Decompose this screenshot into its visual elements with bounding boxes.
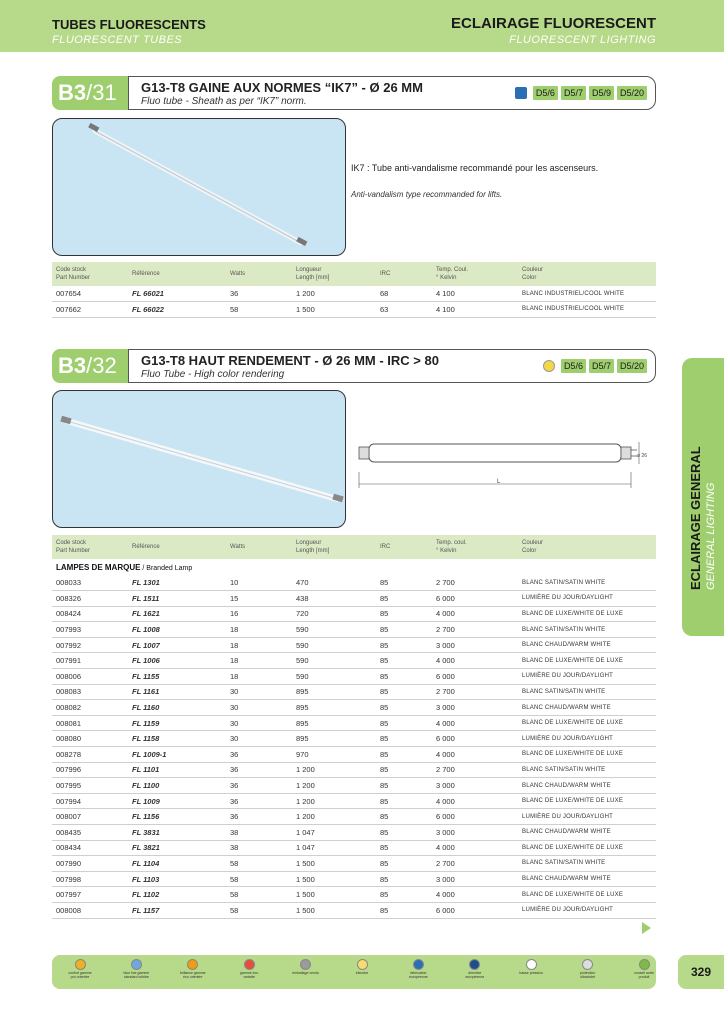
table-cell: 85 [376,825,432,841]
table-cell: 007992 [52,637,128,653]
table-cell: BLANC CHAUD/WARM WHITE [518,637,656,653]
table-cell: BLANC DE LUXE/WHITE DE LUXE [518,653,656,669]
table-cell: FL 1511 [128,591,226,607]
blue-square-icon [515,87,527,99]
table-cell: 590 [292,653,376,669]
table-cell: LUMIÈRE DU JOUR/DAYLIGHT [518,731,656,747]
table-cell: 58 [226,856,292,872]
table-cell: 15 [226,591,292,607]
table-cell: FL 1301 [128,575,226,591]
column-header: IRC [376,262,432,286]
legend-item [292,959,320,975]
size-badge: D5/6 [561,359,586,373]
table-row [52,871,656,887]
table-cell: 2 700 [432,762,518,778]
table-cell: BLANC DE LUXE/WHITE DE LUXE [518,793,656,809]
table-cell: 18 [226,653,292,669]
legend-label: étanche [355,971,369,975]
header-left-title: TUBES FLUORESCENTS [52,17,206,32]
table-cell: 008424 [52,606,128,622]
legend-icon [639,959,650,970]
table-cell: 38 [226,840,292,856]
table-cell: FL 1007 [128,637,226,653]
size-badge: D5/7 [589,359,614,373]
table-cell: BLANC SATIN/SATIN WHITE [518,575,656,591]
table-cell: 85 [376,575,432,591]
table-cell: 1 200 [292,286,376,302]
column-header: Code stock Part Number [52,535,128,559]
table-cell: FL 1621 [128,606,226,622]
table-cell: BLANC DE LUXE/WHITE DE LUXE [518,887,656,903]
table-cell: 1 500 [292,856,376,872]
legend-icon [469,959,480,970]
table-cell: 895 [292,700,376,716]
table-cell: 1 500 [292,302,376,318]
legend-icon [131,959,142,970]
table-row [52,902,656,918]
table-cell: BLANC INDUSTRIEL/COOL WHITE [518,302,656,318]
table-row [52,793,656,809]
table-cell: 2 700 [432,684,518,700]
table-cell: 18 [226,669,292,685]
column-header: Longueur Length [mm] [292,262,376,286]
page-number: 329 [678,955,724,989]
table-cell: 007990 [52,856,128,872]
table-cell: 2 700 [432,575,518,591]
table-cell: FL 1008 [128,622,226,638]
table-cell: 008033 [52,575,128,591]
table-cell: 895 [292,715,376,731]
table-cell: 10 [226,575,292,591]
dimension-diameter-label: ø 26 [637,453,648,459]
legend-item [235,959,263,979]
table-cell: FL 1161 [128,684,226,700]
legend-item [404,959,432,979]
section2-title: G13-T8 HAUT RENDEMENT - Ø 26 MM - IRC > 80 [141,353,439,368]
table-cell: BLANC SATIN/SATIN WHITE [518,762,656,778]
legend-label: brillance gamme éco orientée [179,971,206,979]
column-header: Temp. Coul. ° Kelvin [432,262,518,286]
table-cell: BLANC CHAUD/WARM WHITE [518,871,656,887]
table-cell: FL 1102 [128,887,226,903]
table-cell: 007994 [52,793,128,809]
size-badge: D5/20 [617,86,647,100]
table-cell: 1 500 [292,871,376,887]
section1-title: G13-T8 GAINE AUX NORMES “IK7” - Ø 26 MM [141,80,423,95]
section1-title-box [128,76,656,110]
legend-item [122,959,150,979]
table-cell: 2 700 [432,856,518,872]
table-cell: 007997 [52,887,128,903]
table-cell: LUMIÈRE DU JOUR/DAYLIGHT [518,809,656,825]
table-cell: BLANC DE LUXE/WHITE DE LUXE [518,606,656,622]
table-row [52,840,656,856]
table-cell: 6 000 [432,669,518,685]
table-row [52,715,656,731]
section1-sizes [515,86,647,100]
column-header: Référence [128,262,226,286]
table-cell: FL 1155 [128,669,226,685]
table-row [52,731,656,747]
legend-icon [300,959,311,970]
table-cell: 6 000 [432,591,518,607]
table-cell: 6 000 [432,731,518,747]
table-cell: 85 [376,715,432,731]
table-cell: 1 200 [292,762,376,778]
table-cell: 008434 [52,840,128,856]
table-cell: 4 000 [432,887,518,903]
table-cell: FL 1100 [128,778,226,794]
table-row [52,302,656,318]
table-cell: 3 000 [432,637,518,653]
table-row [52,700,656,716]
section1-spec-table [52,262,656,318]
table-cell: FL 1159 [128,715,226,731]
column-header: Référence [128,535,226,559]
table-cell: 36 [226,809,292,825]
legend-icon [413,959,424,970]
table-header-row [52,262,656,286]
table-cell: 30 [226,700,292,716]
table-cell: 85 [376,840,432,856]
group-row [52,559,656,575]
table-cell: 85 [376,809,432,825]
table-row [52,669,656,685]
section2-title-box [128,349,656,383]
table-cell: 30 [226,684,292,700]
table-cell: 007996 [52,762,128,778]
table-row [52,684,656,700]
table-cell: 970 [292,747,376,763]
table-cell: 008082 [52,700,128,716]
legend-label: emballage vendu [292,971,319,975]
table-cell: 1 200 [292,809,376,825]
legend-icon [187,959,198,970]
column-header: Longueur Length [mm] [292,535,376,559]
table-cell: 895 [292,684,376,700]
legend-label: confort gamme pro orientée [68,971,92,979]
legend-label: directive européenne [465,971,485,979]
section1-code: B3/31 [52,76,128,110]
table-cell: 3 000 [432,871,518,887]
table-cell: 1 500 [292,902,376,918]
side-tab-title: ECLAIRAGE GENERAL [688,446,703,590]
legend-item [517,959,545,975]
table-cell: 6 000 [432,809,518,825]
table-cell: 30 [226,715,292,731]
table-cell: 008326 [52,591,128,607]
table-cell: 007998 [52,871,128,887]
table-cell: 3 000 [432,825,518,841]
legend-label: conseil autre produit [634,971,654,979]
table-cell: LUMIÈRE DU JOUR/DAYLIGHT [518,902,656,918]
table-cell: 85 [376,622,432,638]
table-cell: 007662 [52,302,128,318]
legend-label: fabrication européenne [409,971,428,979]
table-cell: 85 [376,778,432,794]
table-cell: FL 66022 [128,302,226,318]
table-cell: 85 [376,684,432,700]
size-badge: D5/20 [617,359,647,373]
section1-description-fr: IK7 : Tube anti-vandalisme recommandé pour les ascenseurs. [351,163,599,173]
table-cell: FL 3831 [128,825,226,841]
legend-item [574,959,602,979]
legend-icon [582,959,593,970]
table-cell: 3 000 [432,778,518,794]
table-cell: 63 [376,302,432,318]
table-cell: BLANC CHAUD/WARM WHITE [518,778,656,794]
legend-item [179,959,207,979]
table-cell: FL 1160 [128,700,226,716]
table-cell: 008083 [52,684,128,700]
table-cell: 008081 [52,715,128,731]
table-cell: 008435 [52,825,128,841]
table-cell: 36 [226,793,292,809]
table-cell: 1 047 [292,825,376,841]
table-row [52,575,656,591]
legend-icon [526,959,537,970]
legend-label: basse pression [519,971,543,975]
table-cell: 18 [226,622,292,638]
table-cell: 4 100 [432,286,518,302]
table-cell: BLANC SATIN/SATIN WHITE [518,684,656,700]
table-cell: 590 [292,669,376,685]
table-cell: FL 1157 [128,902,226,918]
table-cell: 590 [292,637,376,653]
table-cell: 008278 [52,747,128,763]
header-right-subtitle: FLUORESCENT LIGHTING [509,34,656,46]
table-cell: 008007 [52,809,128,825]
table-cell: 2 700 [432,622,518,638]
column-header: Couleur Color [518,535,656,559]
group-label: LAMPES DE MARQUE / Branded Lamp [56,562,193,572]
table-cell: 85 [376,653,432,669]
table-cell: FL 1101 [128,762,226,778]
legend-label: blue line gamme standard criblée [123,971,150,979]
table-row [52,606,656,622]
legend-icon [75,959,86,970]
table-cell: 4 100 [432,302,518,318]
table-cell: 4 000 [432,715,518,731]
table-cell: 007993 [52,622,128,638]
table-cell: 008080 [52,731,128,747]
table-cell: FL 1103 [128,871,226,887]
table-cell: 1 200 [292,778,376,794]
section2-header [52,349,656,383]
column-header: Code stock Part Number [52,262,128,286]
table-cell: 4 000 [432,747,518,763]
table-row [52,747,656,763]
table-cell: 85 [376,591,432,607]
header-right-title: ECLAIRAGE FLUORESCENT [450,15,656,32]
table-cell: BLANC DE LUXE/WHITE DE LUXE [518,747,656,763]
section2-code: B3/32 [52,349,128,383]
table-cell: FL 1009 [128,793,226,809]
table-cell: LUMIÈRE DU JOUR/DAYLIGHT [518,669,656,685]
table-cell: 58 [226,871,292,887]
table-cell: 590 [292,622,376,638]
table-row [52,591,656,607]
table-cell: 1 047 [292,840,376,856]
table-cell: 008008 [52,902,128,918]
table-cell: 85 [376,606,432,622]
table-cell: 4 000 [432,653,518,669]
table-cell: BLANC DE LUXE/WHITE DE LUXE [518,715,656,731]
section2-spec-table [52,535,656,919]
table-cell: 85 [376,731,432,747]
table-cell: BLANC CHAUD/WARM WHITE [518,825,656,841]
tube-dimension-drawing [355,432,655,494]
size-badge: D5/9 [589,86,614,100]
table-cell: BLANC DE LUXE/WHITE DE LUXE [518,840,656,856]
table-header-row [52,535,656,559]
table-cell: 36 [226,286,292,302]
section2-product-photo [52,390,346,528]
table-cell: FL 3821 [128,840,226,856]
table-row [52,809,656,825]
legend-item [348,959,376,975]
table-cell: 1 200 [292,793,376,809]
column-header: Watts [226,262,292,286]
legend-item [66,959,94,979]
next-arrow-icon [642,922,651,934]
table-cell: 38 [226,825,292,841]
table-cell: 30 [226,731,292,747]
table-cell: FL 1006 [128,653,226,669]
table-row [52,622,656,638]
column-header: Watts [226,535,292,559]
table-cell: 4 000 [432,606,518,622]
table-row [52,778,656,794]
legend-bar [52,955,656,989]
table-cell: BLANC SATIN/SATIN WHITE [518,856,656,872]
table-cell: 4 000 [432,793,518,809]
table-cell: 68 [376,286,432,302]
legend-item [630,959,658,979]
legend-label: protection ultraviolet [579,971,596,979]
column-header: IRC [376,535,432,559]
table-cell: LUMIÈRE DU JOUR/DAYLIGHT [518,591,656,607]
table-cell: 58 [226,902,292,918]
section1-header [52,76,656,110]
column-header: Couleur Color [518,262,656,286]
legend-label: gamme éco vedette [240,971,259,979]
table-cell: 16 [226,606,292,622]
table-row [52,887,656,903]
table-cell: 85 [376,887,432,903]
table-cell: 85 [376,793,432,809]
table-cell: FL 66021 [128,286,226,302]
table-cell: BLANC INDUSTRIEL/COOL WHITE [518,286,656,302]
table-row [52,653,656,669]
table-cell: 36 [226,762,292,778]
table-cell: 4 000 [432,840,518,856]
table-row [52,286,656,302]
section2-subtitle: Fluo Tube - High color rendering [141,369,285,380]
table-cell: 85 [376,669,432,685]
table-cell: 85 [376,747,432,763]
table-cell: 3 000 [432,700,518,716]
section1-subtitle: Fluo tube - Sheath as per “IK7” norm. [141,96,307,107]
table-cell: 007995 [52,778,128,794]
table-cell: 85 [376,902,432,918]
table-cell: 007654 [52,286,128,302]
table-cell: 85 [376,637,432,653]
size-badge: D5/7 [561,86,586,100]
table-cell: 438 [292,591,376,607]
table-cell: BLANC SATIN/SATIN WHITE [518,622,656,638]
table-cell: 720 [292,606,376,622]
table-cell: FL 1009-1 [128,747,226,763]
legend-icon [244,959,255,970]
legend-item [461,959,489,979]
fluorescent-tube-icon [53,391,346,528]
table-cell: FL 1156 [128,809,226,825]
section1-product-photo [52,118,346,256]
table-cell: FL 1158 [128,731,226,747]
table-cell: FL 1104 [128,856,226,872]
table-cell: 470 [292,575,376,591]
table-cell: 85 [376,871,432,887]
table-cell: 85 [376,700,432,716]
table-row [52,762,656,778]
table-row [52,825,656,841]
legend-icon [357,959,368,970]
table-cell: 85 [376,762,432,778]
table-cell: 895 [292,731,376,747]
fluorescent-tube-icon [53,119,346,256]
side-tab-subtitle: GENERAL LIGHTING [705,482,717,590]
yellow-circle-icon [543,360,555,372]
section2-sizes [543,359,647,373]
table-cell: 1 500 [292,887,376,903]
table-cell: 6 000 [432,902,518,918]
table-cell: 36 [226,778,292,794]
table-row [52,856,656,872]
table-cell: 007991 [52,653,128,669]
header-left-subtitle: FLUORESCENT TUBES [52,34,183,46]
column-header: Temp. coul. ° Kelvin [432,535,518,559]
table-cell: BLANC CHAUD/WARM WHITE [518,700,656,716]
dimension-length-label: L [497,479,501,485]
table-cell: 36 [226,747,292,763]
table-cell: 85 [376,856,432,872]
table-row [52,637,656,653]
table-cell: 18 [226,637,292,653]
size-badge: D5/6 [533,86,558,100]
table-cell: 58 [226,302,292,318]
table-cell: 58 [226,887,292,903]
table-cell: 008006 [52,669,128,685]
section1-description-en: Anti-vandalism type recommanded for lifts. [351,190,503,199]
